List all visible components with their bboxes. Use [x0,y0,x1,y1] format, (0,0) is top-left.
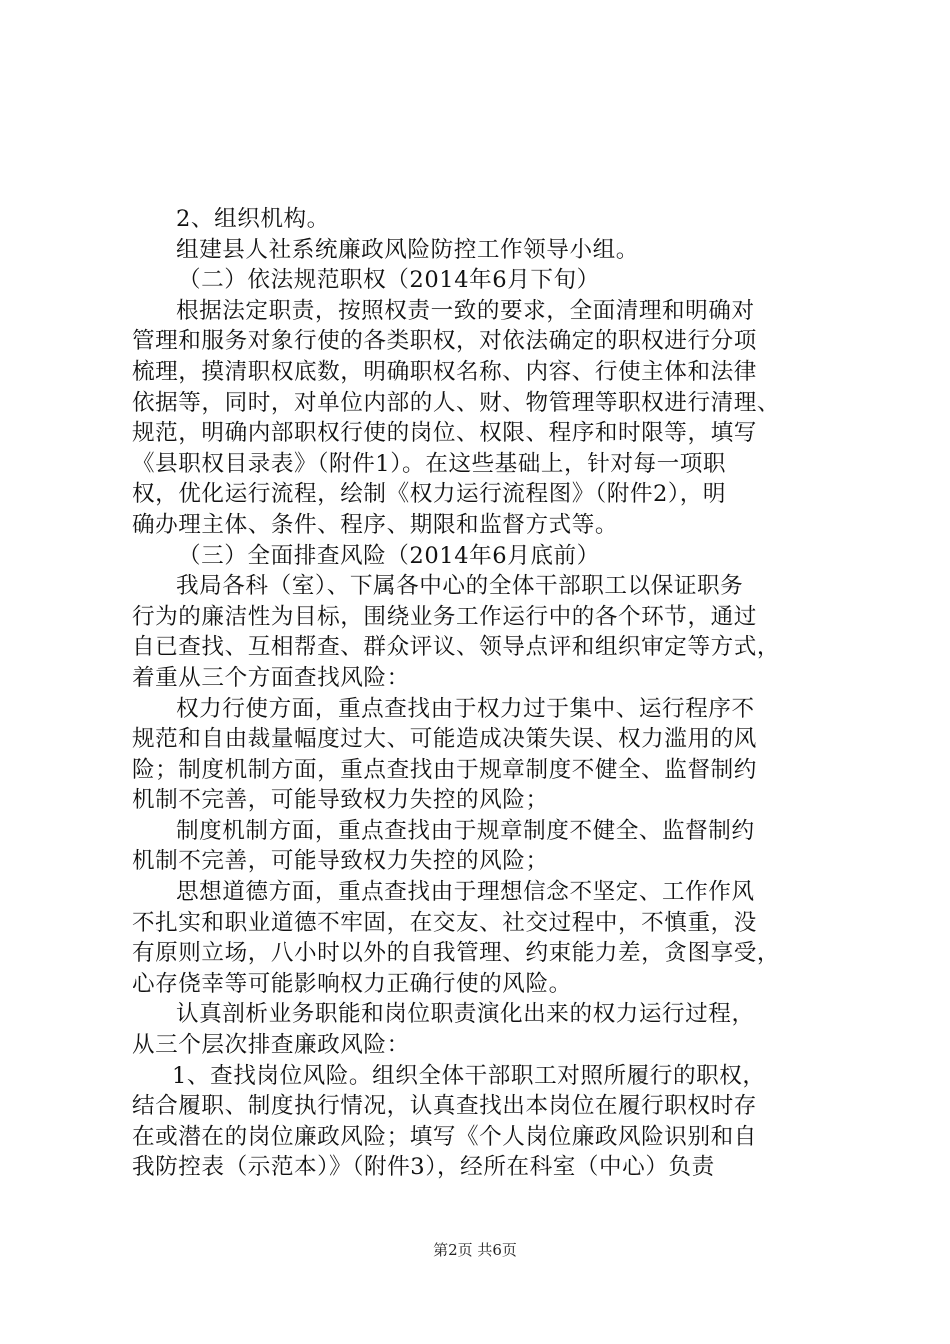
paragraph-line: 着重从三个方面查找风险： [132,664,410,691]
paragraph-line: 管理和服务对象行使的各类职权，对依法确定的职权进行分项 [132,328,757,355]
paragraph-line: 《县职权目录表》（附件1）。在这些基础上，针对每一项职 [132,450,727,477]
paragraph-line: 心存侥幸等可能影响权力正确行使的风险。 [132,970,572,997]
paragraph-line: 我局各科（室）、下属各中心的全体干部职工以保证职务 [176,573,744,600]
paragraph-line: 根据法定职责，按照权责一致的要求，全面清理和明确对 [176,297,755,324]
paragraph-line: 思想道德方面，重点查找由于理想信念不坚定、工作作风 [176,879,755,906]
paragraph-line: 结合履职、制度执行情况，认真查找出本岗位在履行职权时存 [132,1093,757,1120]
paragraph-line: 确办理主体、条件、程序、期限和监督方式等。 [132,511,619,538]
paragraph-line: 机制不完善，可能导致权力失控的风险； [132,848,549,875]
numbered-heading-org: 2、组织机构。 [176,206,330,232]
paragraph-line: 组建县人社系统廉政风险防控工作领导小组。 [176,236,639,263]
paragraph-line: 从三个层次排查廉政风险： [132,1032,410,1059]
paragraph-line: 权力行使方面，重点查找由于权力过于集中、运行程序不 [176,695,755,722]
paragraph-line: 依据等，同时，对单位内部的人、财、物管理等职权进行清理、 [132,389,781,416]
paragraph-line: 有原则立场，八小时以外的自我管理、约束能力差，贪图享受， [132,940,781,967]
paragraph-line: 认真剖析业务职能和岗位职责演化出来的权力运行过程， [176,1001,755,1028]
paragraph-line: 行为的廉洁性为目标，围绕业务工作运行中的各个环节，通过 [132,603,757,630]
page-footer [0,1240,950,1260]
paragraph-line: 不扎实和职业道德不牢固，在交友、社交过程中，不慎重，没 [132,909,757,936]
section-heading-2: （二）依法规范职权（2014年6月下旬） [178,267,600,294]
paragraph-line: 在或潜在的岗位廉政风险；填写《个人岗位廉政风险识别和自 [132,1123,757,1150]
paragraph-line: 机制不完善，可能导致权力失控的风险； [132,787,549,814]
paragraph-line: 制度机制方面，重点查找由于规章制度不健全、监督制约 [176,817,755,844]
section-heading-3: （三）全面排查风险（2014年6月底前） [178,542,600,569]
paragraph-line: 我防控表（示范本）》（附件3），经所在科室（中心）负责 [132,1154,715,1181]
numbered-item-1: 1、查找岗位风险。组织全体干部职工对照所履行的职权， [172,1062,766,1089]
paragraph-line: 权，优化运行流程，绘制《权力运行流程图》（附件2），明 [132,481,727,508]
document-body [132,204,832,1183]
page-number-label: 第2页 共6页 [433,1241,517,1259]
paragraph-line: 规范和自由裁量幅度过大、可能造成决策失误、权力滥用的风 [132,726,757,753]
paragraph-line: 险；制度机制方面，重点查找由于规章制度不健全、监督制约 [132,756,757,783]
paragraph-line: 规范，明确内部职权行使的岗位、权限、程序和时限等，填写 [132,420,757,447]
paragraph-line: 梳理，摸清职权底数，明确职权名称、内容、行使主体和法律 [132,358,757,385]
paragraph-line: 自已查找、互相帮查、群众评议、领导点评和组织审定等方式， [132,634,781,661]
